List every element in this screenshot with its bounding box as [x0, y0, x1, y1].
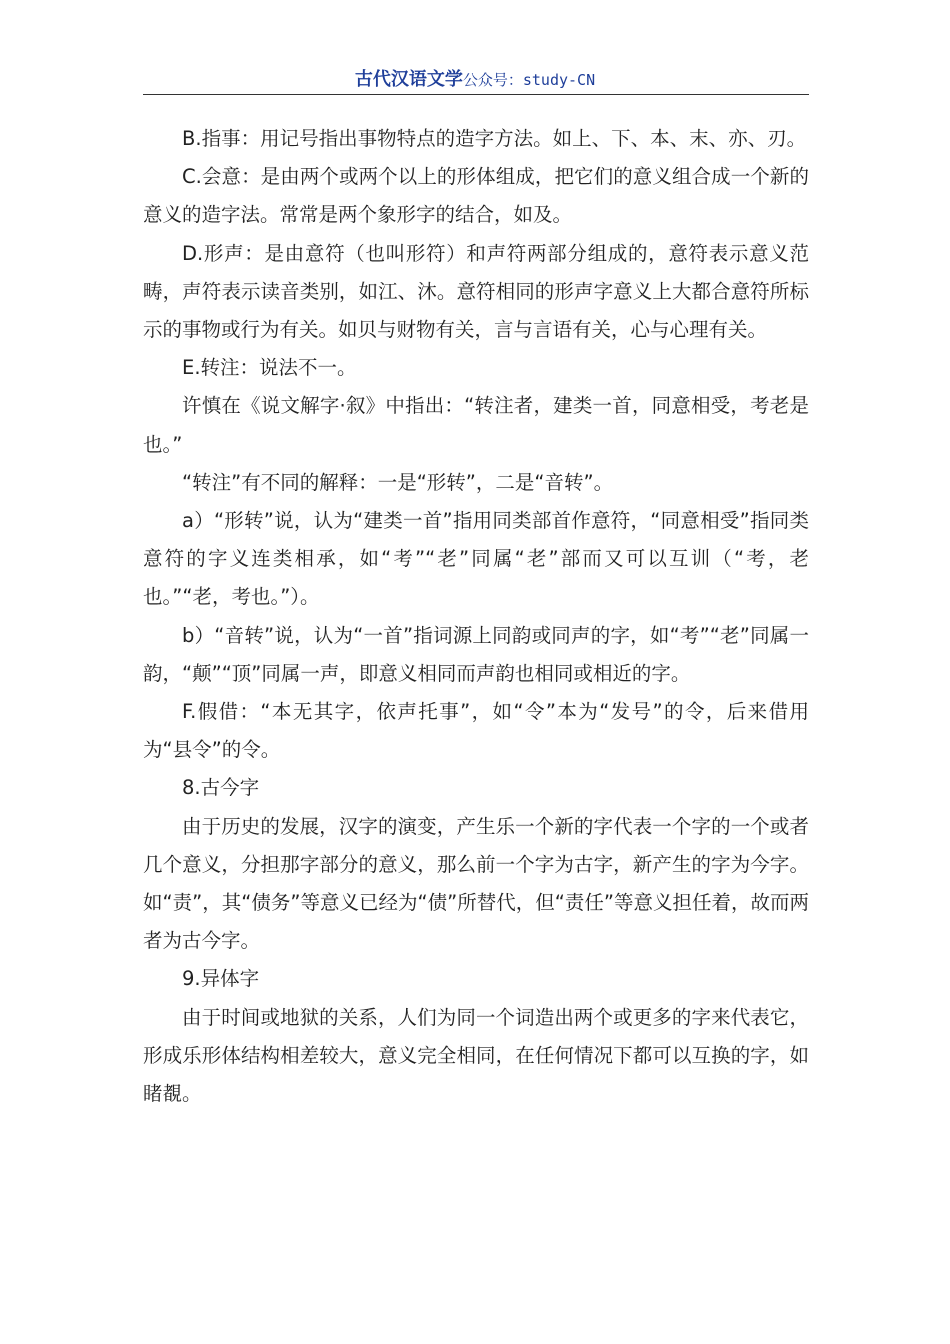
paragraph-xingsheng: D.形声：是由意符（也叫形符）和声符两部分组成的，意符表示意义范畴，声符表示读音类别，如江、沐。意符相同的形声字意义上大都合意符所标示的事物或行为有关。如贝与财物有关，言与言语有关，心与心理有关。	[143, 241, 809, 342]
paragraph-yitizi: 由于时间或地狱的关系，人们为同一个词造出两个或更多的字来代表它，形成乐形体结构相差较大，意义完全相同，在任何情况下都可以互换的字，如睹覩。	[143, 1005, 809, 1106]
paragraph-gujinzi: 由于历史的发展，汉字的演变，产生乐一个新的字代表一个字的一个或者几个意义，分担那字部分的意义，那么前一个字为古字，新产生的字为今字。如“责”，其“债务”等意义已经为“债”所替代，但“责任”等意义担任着，故而两者为古今字。	[143, 814, 809, 953]
paragraph-zhishi: B.指事：用记号指出事物特点的造字方法。如上、下、本、末、亦、刃。	[182, 127, 807, 150]
paragraph-zhuanzhu: E.转注：说法不一。	[182, 356, 357, 380]
section-heading-gujinzi: 8.古今字	[182, 776, 260, 800]
header-rule	[143, 94, 809, 95]
header-account: study-CN	[522, 71, 596, 89]
paragraph-zhuanzhu-interpretations: “转注”有不同的解释：一是“形转”，二是“音转”。	[182, 470, 614, 494]
paragraph-huiyi: C.会意：是由两个或两个以上的形体组成，把它们的意义组合成一个新的意义的造字法。常常是两个象形字的结合，如及。	[143, 165, 809, 227]
document-body	[143, 120, 809, 1113]
paragraph-xushen-quote: 许慎在《说文解字·叙》中指出：“转注者，建类一首，同意相受，考老是也。”	[143, 394, 809, 456]
paragraph-yinzhuan: b）“音转”说，认为“一首”指词源上同韵或同声的字，如“考”“老”同属一韵，“颠”“顶”同属一声，即意义相同而声韵也相同或相近的字。	[143, 623, 809, 685]
page-header	[0, 66, 950, 94]
section-heading-yitizi: 9.异体字	[182, 967, 260, 991]
paragraph-xingzhuan: a）“形转”说，认为“建类一首”指用同类部首作意符，“同意相受”指同类意符的字义连类相承，如“考”“老”同属“老”部而又可以互训（“考，老也。”“老，考也。”）。	[143, 509, 809, 609]
header-brand: 古代汉语文学	[354, 69, 463, 90]
paragraph-jiajie: F.假借：“本无其字，依声托事”，如“令”本为“发号”的令，后来借用为“县令”的令。	[143, 700, 809, 762]
header-tag: 公众号：	[462, 71, 523, 89]
